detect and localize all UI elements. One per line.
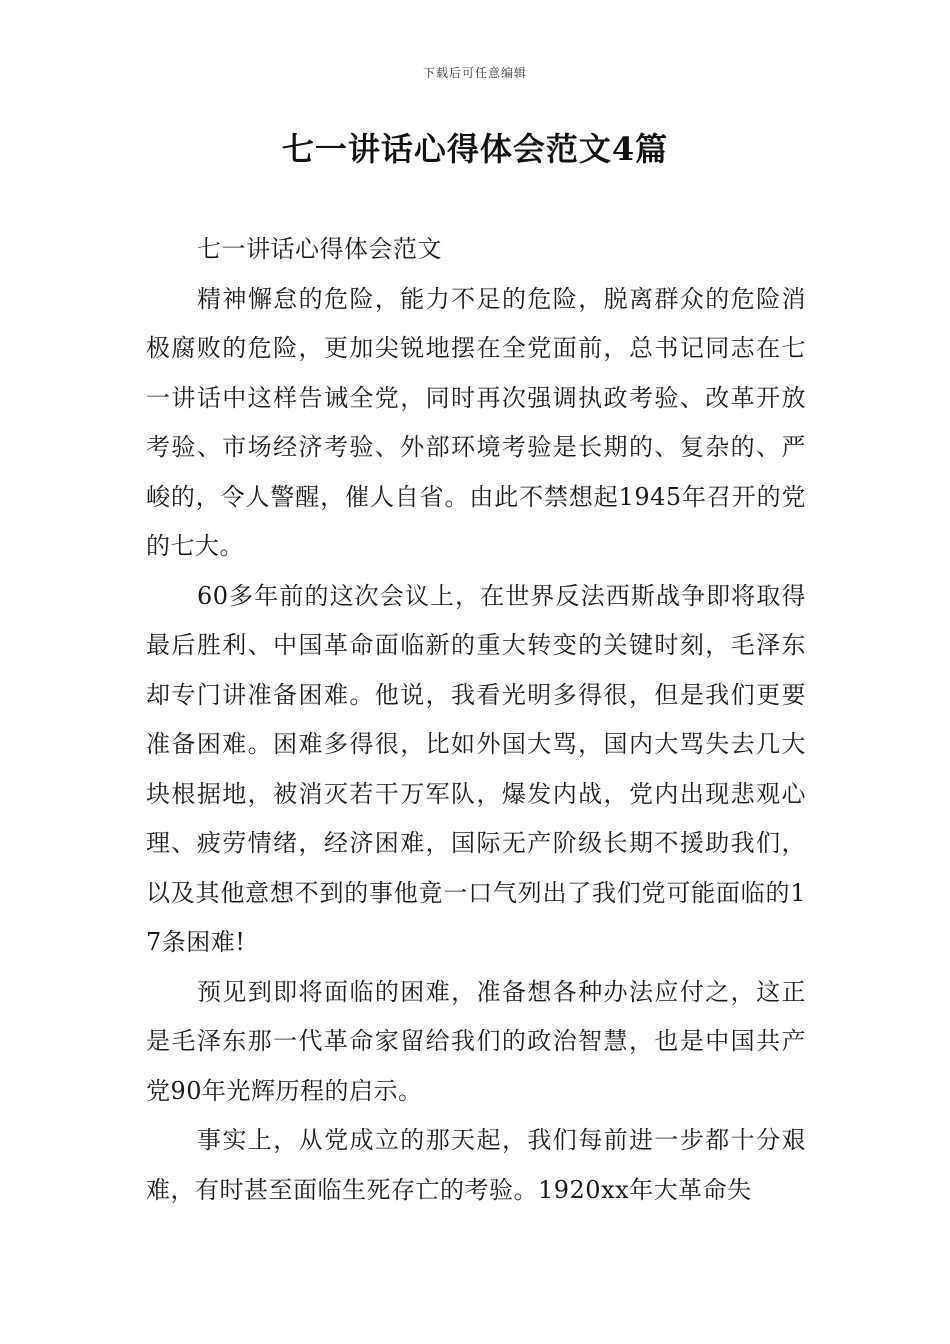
document-title: 七一讲话心得体会范文4篇 — [281, 130, 669, 168]
paragraph: 预见到即将面临的困难，准备想各种办法应付之，这正是毛泽东那一代革命家留给我们的政治智慧，也是中国共产党90年光辉历程的启示。 — [146, 977, 806, 1105]
paragraph: 60多年前的这次会议上，在世界反法西斯战争即将取得最后胜利、中国革命面临新的重大转变的关键时刻，毛泽东却专门讲准备困难。他说，我看光明多得很，但是我们更要准备困难。困难多得很，比如外国大骂，国内大骂失去几大块根据地，被消灭若干万军队，爆发内战，党内出现悲观心理、疲劳情绪，经济困难，国际无产阶级长期不援助我们，以及其他意想不到的事他竟一口气列出了我们党可能面临的17条困难! — [146, 581, 806, 956]
document-body — [146, 225, 806, 1215]
paragraph: 精神懈怠的危险，能力不足的危险，脱离群众的危险消极腐败的危险，更加尖锐地摆在全党面前，总书记同志在七一讲话中这样告诫全党，同时再次强调执政考验、改革开放考验、市场经济考验、外部环境考验是长期的、复杂的、严峻的，令人警醒，催人自省。由此不禁想起1945年召开的党的七大。 — [146, 284, 806, 560]
paragraph: 事实上，从党成立的那天起，我们每前进一步都十分艰难，有时甚至面临生死存亡的考验。1920xx年大革命失 — [146, 1126, 806, 1204]
header-note: 下载后可任意编辑 — [422, 66, 527, 80]
paragraph-subtitle: 七一讲话心得体会范文 — [197, 235, 442, 263]
